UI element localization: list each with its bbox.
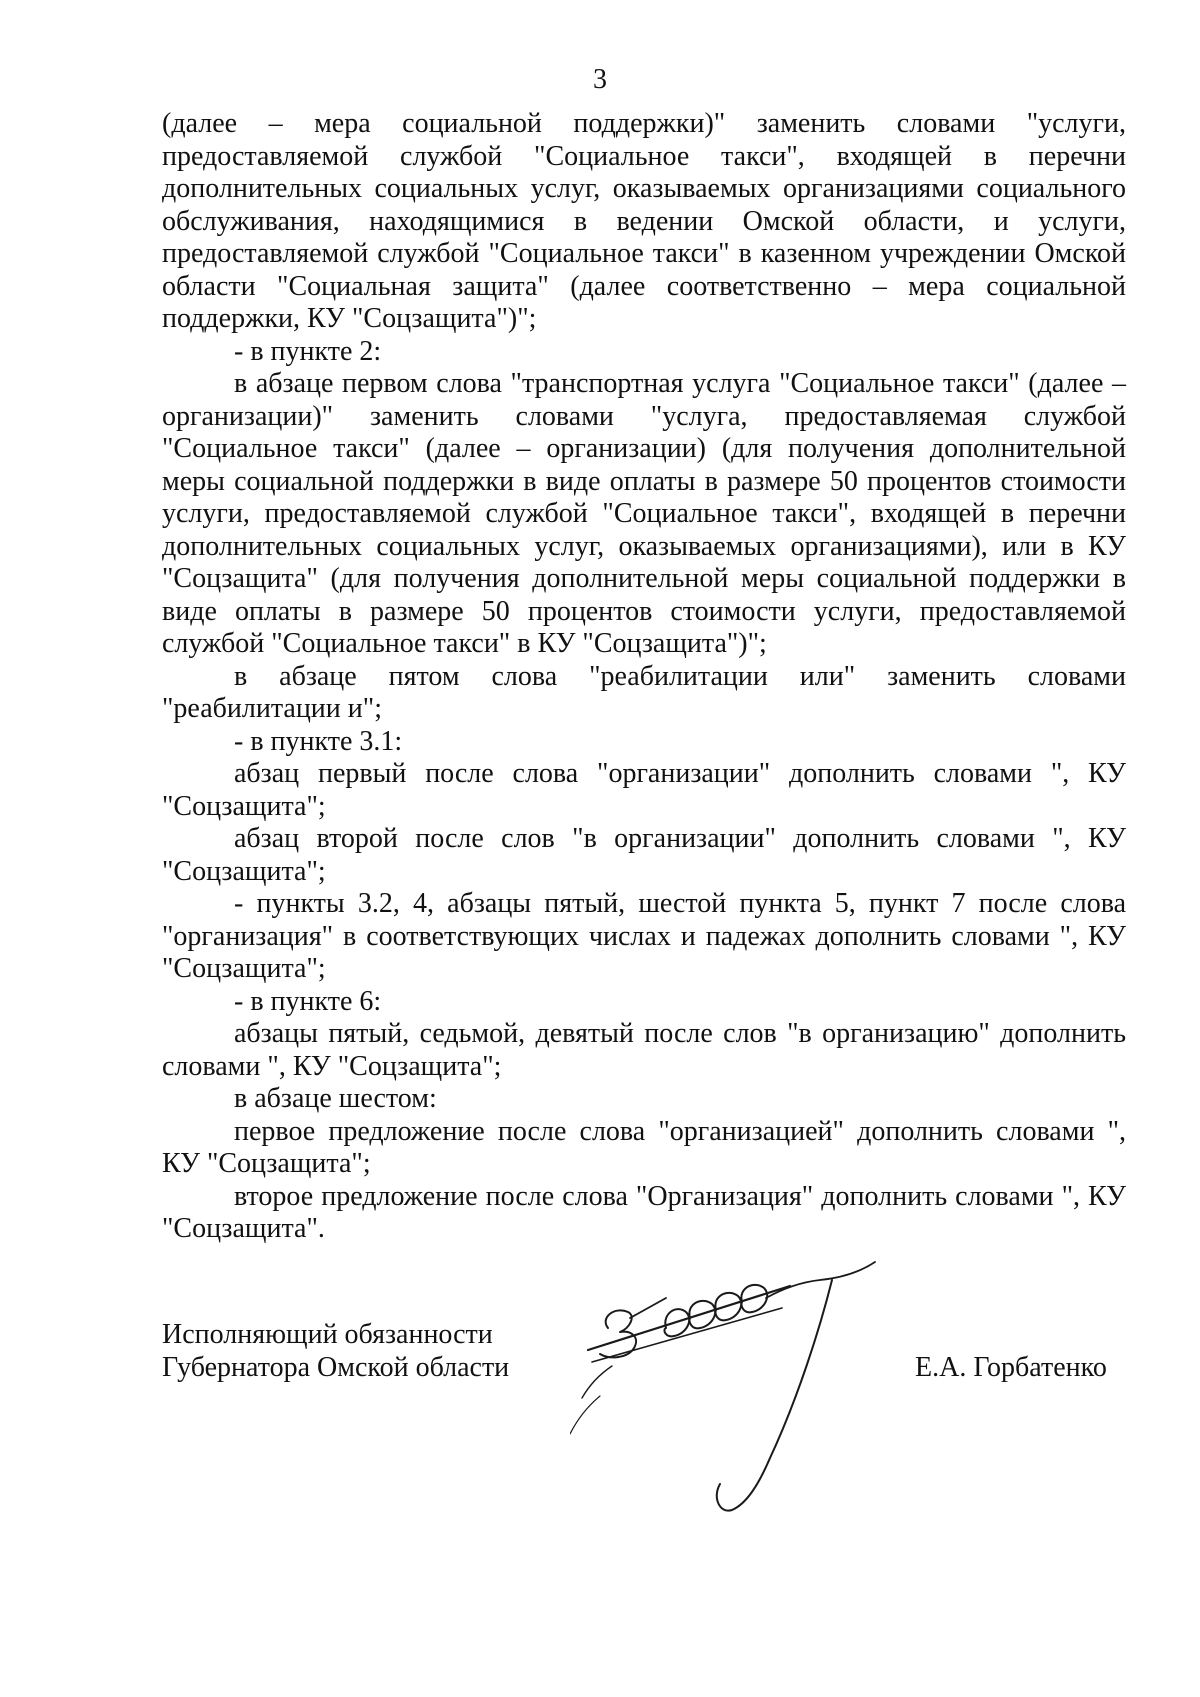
document-body bbox=[162, 108, 1126, 1246]
paragraph-item-p3-1: - в пункте 3.1: bbox=[234, 725, 403, 757]
signatory-title-line2: Губернатора Омской области bbox=[162, 1352, 510, 1383]
signatory-title-line1: Исполняющий обязанности bbox=[162, 1319, 493, 1350]
paragraph-item-p2: - в пункте 2: bbox=[234, 335, 382, 367]
paragraph-item-p6: - в пункте 6: bbox=[234, 985, 382, 1017]
paragraph-p6-abzac6: в абзаце шестом: bbox=[234, 1083, 437, 1114]
signatory-title bbox=[162, 1318, 509, 1384]
paragraph-p6-abzacy: абзацы пятый, седьмой, девятый после слов "в организацию" дополнить словами ", КУ "Соцзащита"; bbox=[162, 1018, 1126, 1082]
paragraph-second-sentence: второе предложение после слова "Организация" дополнить словами ", КУ "Соцзащита". bbox=[162, 1180, 1126, 1244]
signatory-name: Е.А. Горбатенко bbox=[915, 1352, 1107, 1383]
paragraph-p3-1-abzac2: абзац второй после слов "в организации" дополнить словами ", КУ "Соцзащита"; bbox=[162, 823, 1126, 887]
paragraph-items-3-2-to-7: - пункты 3.2, 4, абзацы пятый, шестой пункта 5, пункт 7 после слова "организация" в соответствующих числах и падежах дополнить словами ", КУ "Соцзащита"; bbox=[162, 888, 1126, 984]
paragraph-p2-abzac1: в абзаце первом слова "транспортная услуга "Социальное такси" (далее – организации)" заменить словами "услуга, предоставляемая службой "Социальное такси" (далее – организации) (для получения дополнительной меры социальной поддержки в виде оплаты в размере 50 процентов стоимости услуги, предоставляемой службой "Социальное такси", входящей в перечни дополнительных социальных услуг, оказываемых организациями), или в КУ "Соцзащита" (для получения дополнительной меры социальной поддержки в виде оплаты в размере 50 процентов стоимости услуги, предоставляемой службой "Социальное такси" в КУ "Соцзащита")"; bbox=[162, 368, 1126, 659]
page-number: 3 bbox=[593, 64, 607, 95]
paragraph-p3-1-abzac1: абзац первый после слова "организации" дополнить словами ", КУ "Соцзащита"; bbox=[162, 758, 1126, 822]
handwritten-signature bbox=[570, 1258, 960, 1518]
paragraph-continuation: (далее – мера социальной поддержки)" заменить словами "услуги, предоставляемой службой "Социальное такси", входящей в перечни дополнительных социальных услуг, оказываемых организациями социального обслуживания, находящимися в ведении Омской области, и услуги, предоставляемой службой "Социальное такси" в казенном учреждении Омской области "Социальная защита" (далее соответственно – мера социальной поддержки, КУ "Соцзащита")"; bbox=[162, 108, 1126, 334]
paragraph-first-sentence: первое предложение после слова "организацией" дополнить словами ", КУ "Соцзащита"; bbox=[162, 1115, 1126, 1179]
paragraph-p2-abzac5: в абзаце пятом слова "реабилитации или" заменить словами "реабилитации и"; bbox=[162, 660, 1126, 724]
